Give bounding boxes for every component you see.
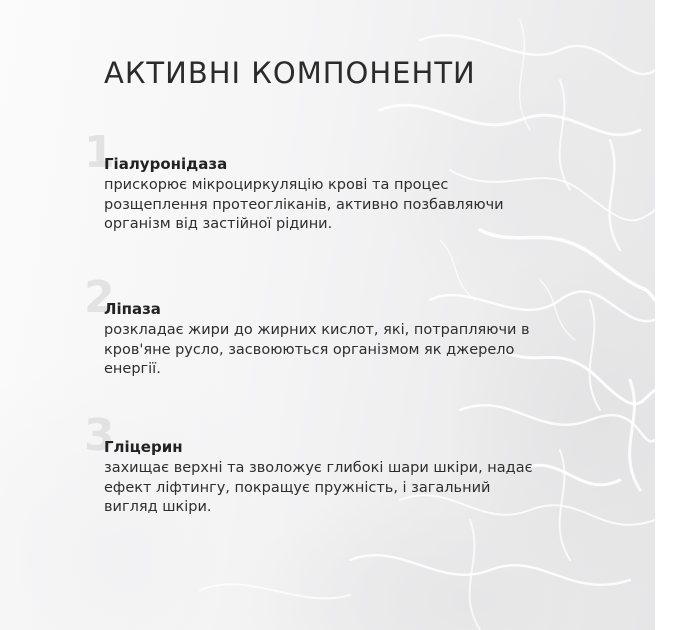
ingredient-description: захищає верхні та зволожує глибокі шари шкіри, надає ефект ліфтингу, покращує пружність, і загальний вигляд шкіри. — [104, 460, 533, 515]
ingredient-number: 2 — [84, 272, 115, 323]
ingredient-name: Гіалуронідаза — [104, 155, 228, 173]
ingredient-name: Гліцерин — [104, 438, 183, 456]
ingredient-name: Ліпаза — [104, 300, 161, 318]
page-title: АКТИВНІ КОМПОНЕНТИ — [104, 56, 476, 90]
ingredient-description: розкладає жири до жирних кислот, які, потрапляючи в кров'яне русло, засвоюються організмом як джерело енергії. — [104, 322, 530, 377]
ingredient-number: 1 — [84, 127, 115, 178]
ingredient-number: 3 — [84, 410, 115, 461]
ingredient-description: прискорює мікроциркуляцію крові та процес розщеплення протеогліканів, активно позбавляючи організм від застійної рідини. — [104, 177, 504, 232]
